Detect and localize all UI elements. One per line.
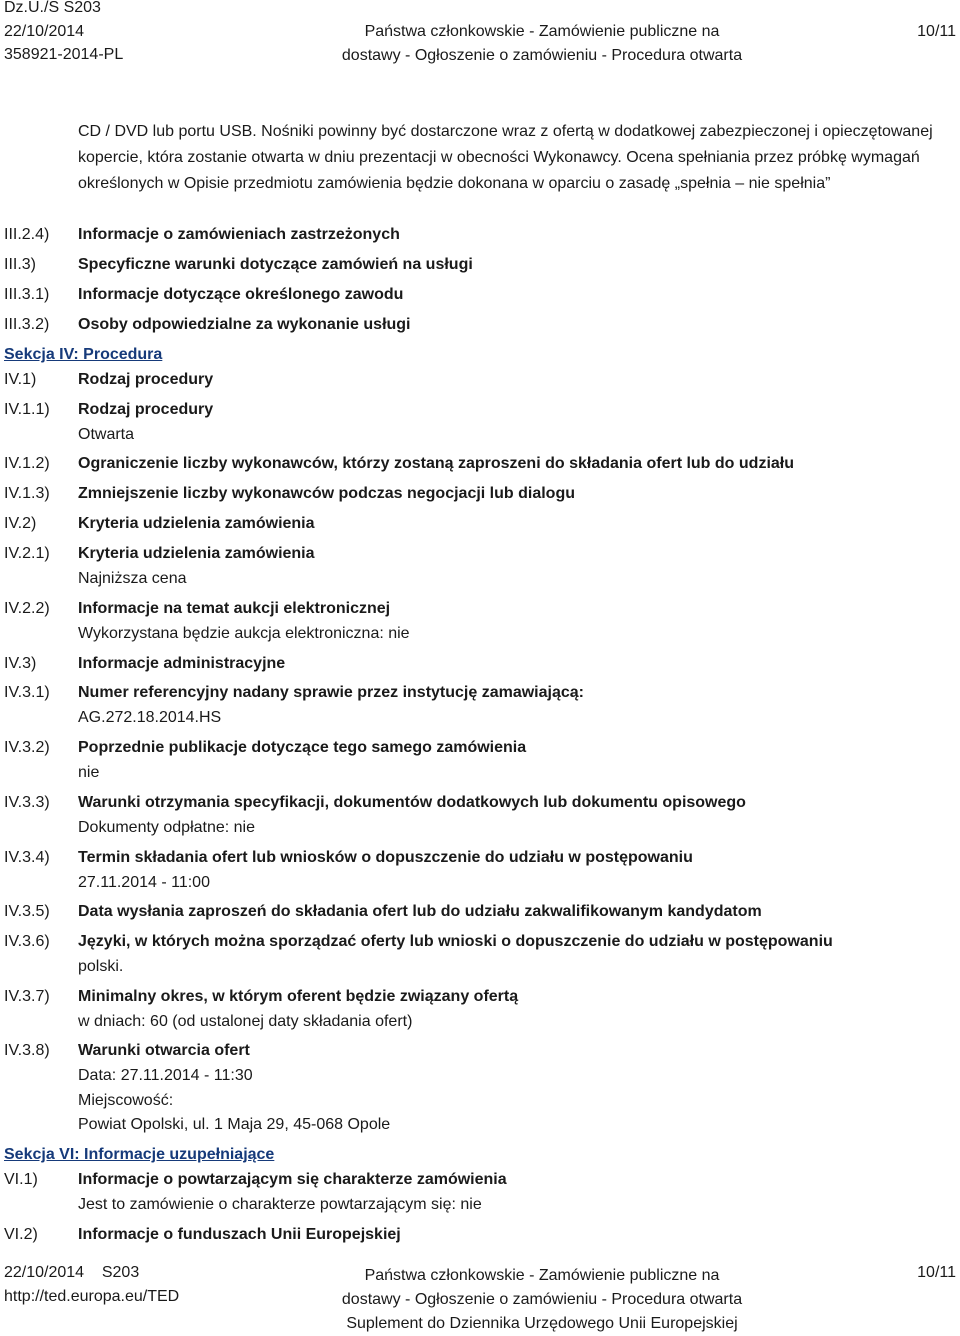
row-title: Rodzaj procedury	[78, 401, 214, 418]
row-value: nie	[78, 764, 100, 781]
row-value: Jest to zamówienie o charakterze powtarzającym się: nie	[78, 1196, 482, 1213]
row-title: Informacje o powtarzającym się charakterze zamówienia	[78, 1171, 507, 1188]
row-number: IV.1)	[4, 371, 37, 388]
row-title: Termin składania ofert lub wniosków o dopuszczenie do udziału w postępowaniu	[78, 849, 693, 866]
row-value: polski.	[78, 958, 124, 975]
header-center	[0, 20, 960, 67]
row-number: IV.1.2)	[4, 455, 50, 472]
row-title: Informacje o zamówieniach zastrzeżonych	[78, 226, 400, 243]
row-value: Otwarta	[78, 426, 135, 443]
row-number: IV.1.3)	[4, 485, 50, 502]
row-title: Informacje administracyjne	[78, 655, 286, 672]
footer-page-number: 10/11	[917, 1264, 956, 1281]
footer-title-line3: Suplement do Dziennika Urzędowego Unii Europejskiej	[346, 1315, 738, 1332]
row-value: Dokumenty odpłatne: nie	[78, 819, 255, 836]
footer-title-line2: dostawy - Ogłoszenie o zamówieniu - Procedura otwarta	[341, 1291, 743, 1308]
row-title: Rodzaj procedury	[78, 371, 214, 388]
row-title: Numer referencyjny nadany sprawie przez instytucję zamawiającą:	[78, 684, 584, 701]
row-title: Kryteria udzielenia zamówienia	[78, 515, 315, 532]
row-title: Poprzednie publikacje dotyczące tego samego zamówienia	[78, 739, 527, 756]
row-value: Data: 27.11.2014 - 11:30	[78, 1067, 253, 1084]
row-value: Miejscowość:	[78, 1092, 174, 1109]
row-number: III.3.1)	[4, 286, 50, 303]
page-header	[0, 0, 960, 80]
row-number: IV.3.8)	[4, 1042, 50, 1059]
row-value: Powiat Opolski, ul. 1 Maja 29, 45-068 Opole	[78, 1116, 391, 1133]
header-journal-ref: Dz.U./S S203	[4, 0, 101, 16]
intro-paragraph: CD / DVD lub portu USB. Nośniki powinny być dostarczone wraz z ofertą w dodatkowej zabezpieczonej i opieczętowanej kopercie, która zostanie otwarta w dniu prezentacji w obecności Wykonawcy. Ocena spełniania przez próbkę wymagań określonych w Opisie przedmiotu zamówienia będzie dokonana w oparciu o zasadę „spełnia – nie spełnia”	[78, 123, 933, 192]
row-number: IV.3.1)	[4, 684, 50, 701]
row-title: Informacje na temat aukcji elektronicznej	[78, 600, 391, 617]
row-title: Data wysłania zaproszeń do składania ofert lub do udziału zakwalifikowanym kandydatom	[78, 903, 762, 920]
row-number: IV.3.3)	[4, 794, 50, 811]
row-number: IV.3)	[4, 655, 37, 672]
row-value: Wykorzystana będzie aukcja elektroniczna: nie	[78, 625, 410, 642]
row-value: 27.11.2014 - 11:00	[78, 874, 210, 891]
row-number: VI.1)	[4, 1171, 38, 1188]
row-value: Najniższa cena	[78, 570, 187, 587]
row-number: VI.2)	[4, 1226, 38, 1243]
row-number: IV.2.1)	[4, 545, 50, 562]
footer-date-ref: 22/10/2014 S203	[4, 1264, 140, 1281]
row-number: IV.3.2)	[4, 739, 50, 756]
row-number: IV.2.2)	[4, 600, 50, 617]
row-number: III.3)	[4, 256, 37, 273]
header-title-line1: Państwa członkowskie - Zamówienie publiczne na	[364, 23, 720, 40]
row-title: Kryteria udzielenia zamówienia	[78, 545, 315, 562]
header-title-line2: dostawy - Ogłoszenie o zamówieniu - Procedura otwarta	[341, 46, 743, 64]
row-number: IV.3.5)	[4, 903, 50, 920]
row-title: Specyficzne warunki dotyczące zamówień na usługi	[78, 256, 473, 273]
section-heading-procedure: Sekcja IV: Procedura	[4, 346, 163, 363]
row-title: Warunki otwarcia ofert	[78, 1042, 250, 1059]
footer-center	[0, 1264, 960, 1336]
row-value: w dniach: 60 (od ustalonej daty składania ofert)	[78, 1013, 413, 1030]
header-date: 22/10/2014	[4, 22, 85, 40]
row-title: Ograniczenie liczby wykonawców, którzy zostaną zaproszeni do składania ofert lub do udziału	[78, 455, 794, 472]
row-title: Informacje dotyczące określonego zawodu	[78, 286, 404, 303]
row-number: IV.2)	[4, 515, 37, 532]
footer-url-link[interactable]: http://ted.europa.eu/TED	[4, 1288, 180, 1305]
row-title: Informacje o funduszach Unii Europejskiej	[78, 1226, 401, 1243]
row-title: Warunki otrzymania specyfikacji, dokumentów dodatkowych lub dokumentu opisowego	[78, 794, 746, 811]
row-value: AG.272.18.2014.HS	[78, 709, 222, 726]
header-notice-number: 358921-2014-PL	[4, 46, 124, 63]
page-footer	[0, 1262, 960, 1334]
row-title: Języki, w których można sporządzać oferty lub wnioski o dopuszczenie do udziału w postępowaniu	[78, 933, 833, 950]
row-title: Zmniejszenie liczby wykonawców podczas negocjacji lub dialogu	[78, 485, 575, 502]
row-number: IV.3.6)	[4, 933, 50, 950]
row-number: IV.1.1)	[4, 401, 50, 418]
header-page-number: 10/11	[917, 23, 956, 40]
section-heading-supplementary: Sekcja VI: Informacje uzupełniające	[4, 1146, 275, 1163]
row-number: III.3.2)	[4, 316, 50, 333]
row-title: Osoby odpowiedzialne za wykonanie usługi	[78, 316, 411, 333]
row-number: IV.3.4)	[4, 849, 50, 866]
row-title: Minimalny okres, w którym oferent będzie związany ofertą	[78, 988, 519, 1005]
row-number: III.2.4)	[4, 226, 50, 243]
row-number: IV.3.7)	[4, 988, 50, 1005]
footer-title-line1: Państwa członkowskie - Zamówienie publiczne na	[364, 1267, 720, 1284]
